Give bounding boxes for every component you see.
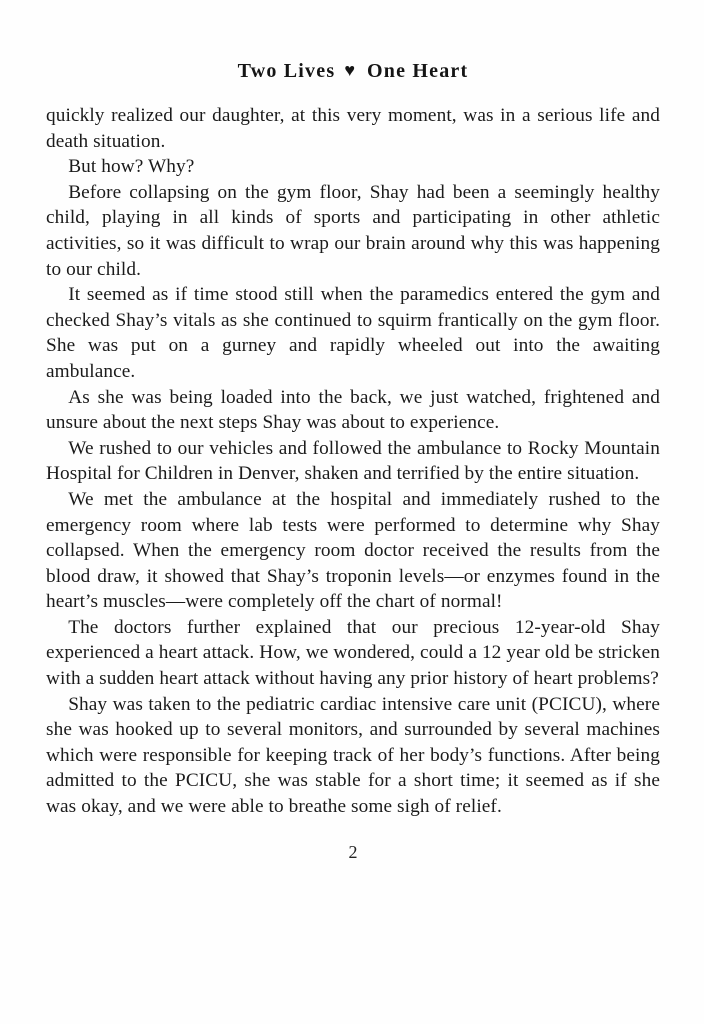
running-head — [46, 60, 660, 83]
paragraph: The doctors further explained that our precious 12-year-old Shay experienced a heart attack. How, we wondered, could a 12 year old be stricken with a sudden heart attack without having any prior history of heart problems? — [46, 616, 660, 690]
paragraph: But how? Why? — [68, 156, 195, 178]
paragraph: It seemed as if time stood still when the paramedics entered the gym and checked Shay’s vitals as she continued to squirm frantically on the gym floor. She was put on a gurney and rapidly wheeled out into the awaiting ambulance. — [46, 284, 660, 382]
paragraph: Before collapsing on the gym floor, Shay had been a seemingly healthy child, playing in all kinds of sports and participating in other athletic activities, so it was difficult to wrap our brain around why this was happening to our child. — [46, 181, 660, 280]
running-head-title-left: Two Lives — [237, 60, 336, 82]
body-text — [46, 103, 660, 820]
paragraph: We met the ambulance at the hospital and immediately rushed to the emergency room where lab tests were performed to determine why Shay collapsed. When the emergency room doctor received the results from the blood draw, it showed that Shay’s troponin levels—or enzymes found in the heart’s muscles—were completely off the chart of normal! — [46, 488, 660, 613]
paragraph: quickly realized our daughter, at this very moment, was in a serious life and death situation. — [46, 105, 660, 152]
heart-icon: ♥ — [344, 60, 355, 80]
paragraph: Shay was taken to the pediatric cardiac intensive care unit (PCICU), where she was hooked up to several monitors, and surrounded by several machines which were responsible for keeping track of her body’s functions. After being admitted to the PCICU, she was stable for a short time; it seemed as if she was okay, and we were able to breathe some sigh of relief. — [46, 693, 660, 818]
paragraph: We rushed to our vehicles and followed the ambulance to Rocky Mountain Hospital for Children in Denver, shaken and terrified by the entire situation. — [46, 437, 660, 485]
paragraph: As she was being loaded into the back, we just watched, frightened and unsure about the next steps Shay was about to experience. — [46, 386, 660, 434]
page-number: 2 — [348, 841, 358, 862]
running-head-title-right: One Heart — [367, 60, 469, 82]
